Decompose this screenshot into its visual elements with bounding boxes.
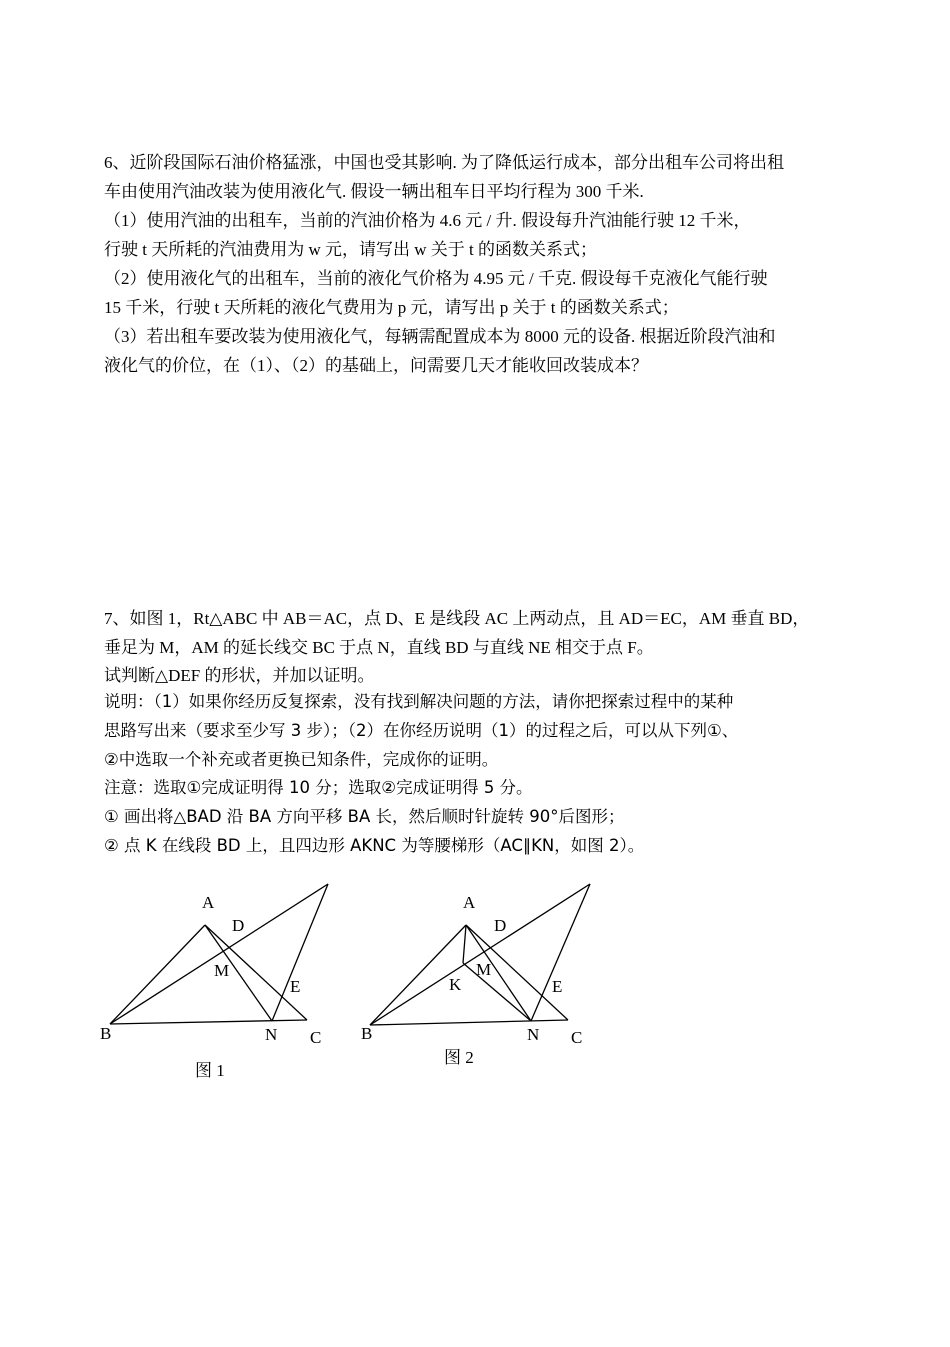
fig2-label-a: A xyxy=(463,893,476,912)
fig1-line-bf xyxy=(110,884,328,1024)
fig1-label-d: D xyxy=(232,916,245,935)
q6-line-7: （3）若出租车要改装为使用液化气，每辆需配置成本为 8000 元的设备. 根据近阶段汽油和 xyxy=(104,327,776,346)
fig2-caption: 图 2 xyxy=(444,1048,474,1067)
fig2-label-b: B xyxy=(361,1024,373,1043)
fig1-label-n: N xyxy=(265,1025,278,1044)
fig1-label-e: E xyxy=(290,977,301,996)
fig1-segment-ab xyxy=(110,925,205,1024)
fig1-label-c: C xyxy=(310,1028,322,1047)
q7-line-3: 试判断△DEF 的形状，并加以证明。 xyxy=(104,666,375,685)
fig1-label-a: A xyxy=(202,893,215,912)
q6-line-2: 车由使用汽油改装为使用液化气. 假设一辆出租车日平均行程为 300 千米. xyxy=(104,182,644,201)
fig2-label-c: C xyxy=(571,1028,583,1047)
q7-note-4: 注意：选取①完成证明得 10 分；选取②完成证明得 5 分。 xyxy=(104,778,533,797)
q6-line-5: （2）使用液化气的出租车，当前的液化气价格为 4.95 元 / 千克. 假设每千克液化气能行驶 xyxy=(104,269,768,288)
fig2-label-d: D xyxy=(494,916,507,935)
q7-note-1: 说明：（1）如果你经历反复探索，没有找到解决问题的方法，请你把探索过程中的某种 xyxy=(104,692,734,711)
q6-line-1: 6、近阶段国际石油价格猛涨，中国也受其影响. 为了降低运行成本，部分出租车公司将出租 xyxy=(104,153,784,172)
q6-line-6: 15 千米，行驶 t 天所耗的液化气费用为 p 元，请写出 p 关于 t 的函数关系式； xyxy=(104,298,679,317)
fig2-segment-ak xyxy=(463,925,466,963)
fig2-line-nf xyxy=(531,884,590,1021)
q7-note-2: 思路写出来（要求至少写 3 步）；（2）在你经历说明（1）的过程之后，可以从下列①、 xyxy=(104,721,739,740)
fig2-label-k: K xyxy=(449,975,462,994)
q7-line-2: 垂足为 M，AM 的延长线交 BC 于点 N，直线 BD 与直线 NE 相交于点 F。 xyxy=(104,638,654,657)
fig1-segment-bc xyxy=(110,1020,307,1024)
q6-line-8: 液化气的价位，在（1）、（2）的基础上，问需要几天才能收回改装成本？ xyxy=(104,356,648,375)
fig2-label-e: E xyxy=(552,977,563,996)
q7-line-1: 7、如图 1，Rt△ABC 中 AB＝AC，点 D、E 是线段 AC 上两动点，且 AD＝EC，AM 垂直 BD， xyxy=(104,609,810,628)
q6-line-3: （1）使用汽油的出租车，当前的汽油价格为 4.6 元 / 升. 假设每升汽油能行驶 12 千米， xyxy=(104,211,751,230)
fig1-line-nf xyxy=(272,884,328,1021)
q7-note-5: ① 画出将△BAD 沿 BA 方向平移 BA 长，然后顺时针旋转 90°后图形； xyxy=(104,807,625,826)
fig2-label-m: M xyxy=(476,960,492,979)
q7-note-3: ②中选取一个补充或者更换已知条件，完成你的证明。 xyxy=(104,750,499,769)
q6-line-4: 行驶 t 天所耗的汽油费用为 w 元，请写出 w 关于 t 的函数关系式； xyxy=(104,240,597,259)
fig2-label-n: N xyxy=(527,1025,540,1044)
fig1-label-b: B xyxy=(100,1024,112,1043)
fig2-line-bf xyxy=(370,884,590,1025)
q7-note-6: ② 点 K 在线段 BD 上，且四边形 AKNC 为等腰梯形（AC∥KN，如图 2）。 xyxy=(104,836,645,855)
fig1-label-m: M xyxy=(214,961,230,980)
fig1-caption: 图 1 xyxy=(195,1061,225,1080)
